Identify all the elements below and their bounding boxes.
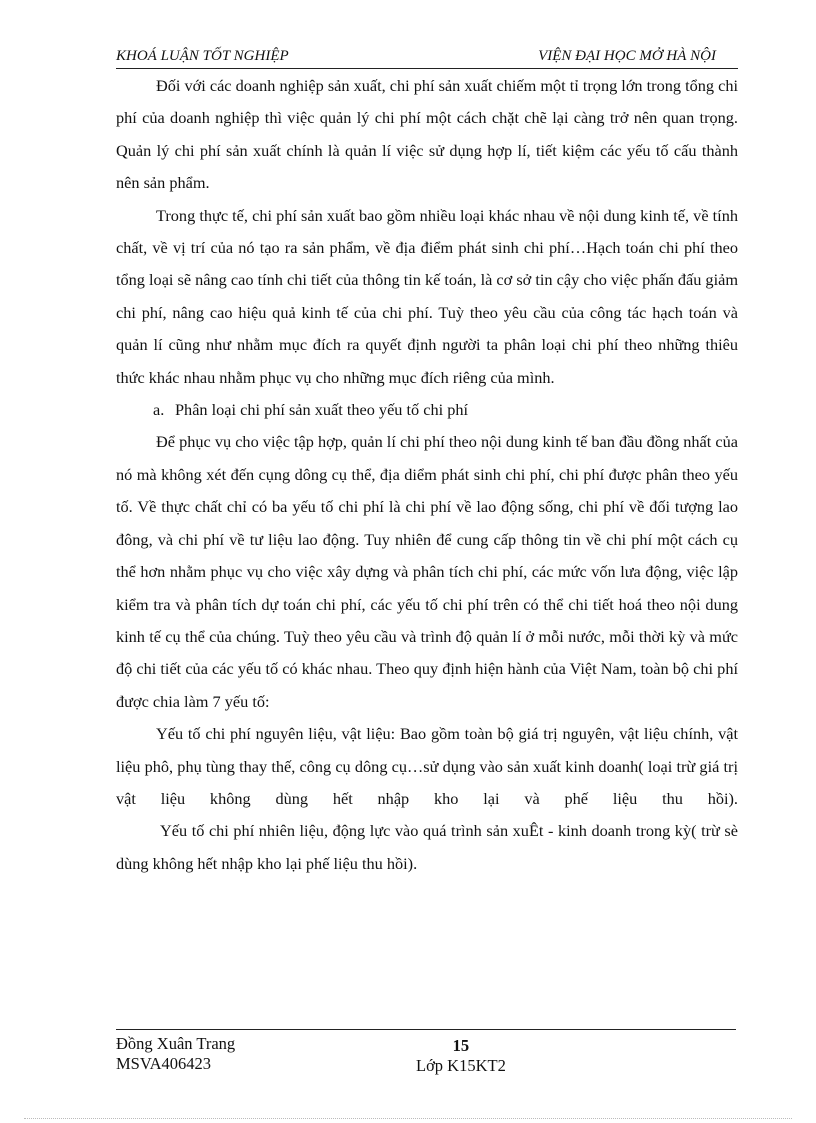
- footer-page-info: [416, 1034, 506, 1076]
- paragraph-fuel-costs: Yếu tố chi phí nhiên liệu, động lực vào quá trình sản xuÊt - kinh doanh trong kỳ( trừ sè dùng không hết nhập kho lại phế liệu thu hồi).: [116, 821, 738, 873]
- header-thesis-title: KHOÁ LUẬN TỐT NGHIỆP: [116, 48, 289, 64]
- header-institute: VIỆN ĐẠI HỌC MỞ HÀ NỘI: [538, 48, 716, 64]
- page-bottom-border: [24, 1118, 792, 1119]
- page-number: 15: [452, 1036, 470, 1055]
- footer-author: Đồng Xuân Trang: [116, 1034, 236, 1053]
- footer-student-info: [116, 1034, 235, 1074]
- footer-divider: [116, 1029, 736, 1030]
- paragraph-cost-management: Đối với các doanh nghiệp sản xuất, chi phí sản xuất chiếm một tỉ trọng lớn trong tổng chi phí của doanh nghiệp thì việc quản lý chi phí một cách chặt chẽ lại càng trở nên quan trọng. Quản lý chi phí sản xuất chính là quản lí việc sử dụng hợp lí, tiết kiệm các yếu tố cấu thành nên sản phẩm.: [116, 76, 738, 193]
- page-body: [116, 70, 738, 880]
- footer-class: Lớp K15KT2: [416, 1056, 506, 1075]
- section-heading: [116, 394, 738, 426]
- paragraph-cost-classification: Trong thực tế, chi phí sản xuất bao gồm nhiều loại khác nhau về nội dung kinh tế, về tính chất, về vị trí của nó tạo ra sản phẩm, về địa điểm phát sinh chi phí…Hạch toán chi phí theo tổng loại sẽ nâng cao tính chi tiết của thông tin kế toán, là cơ sở tin cậy cho việc phấn đấu giảm chi phí, nâng cao hiệu quả kinh tế của chi phí. Tuỳ theo yêu cầu của công tác hạch toán và quản lí cũng như nhằm mục đích ra quyết định người ta phân loại chi phí theo những thiêu thức khác nhau nhằm phục vụ cho những mục đích riêng của mình.: [116, 205, 738, 387]
- footer-student-id: MSVA406423: [116, 1054, 212, 1073]
- section-marker: a.: [153, 400, 165, 420]
- paragraph-cost-elements: Để phục vụ cho việc tập hợp, quản lí chi phí theo nội dung kinh tế ban đầu đồng nhất của nó mà không xét đến cụng dông cụ thể, địa diểm phát sinh chi phí, chi phí được phân theo yếu tố. Về thực chất chỉ có ba yếu tố chi phí là chi phí về lao động sống, chi phí về đối tượng lao đông, và chi phí về tư liệu lao động. Tuy nhiên để cung cấp thông tin về chi phí một cách cụ thể hơn nhằm phục vụ cho việc xây dựng và phân tích chi phí, các mức vốn lưa động, việc lập kiểm tra và phân tích dự toán chi phí, các yếu tố chi phí trên có thể chi tiết hoá theo nội dung kinh tế cụ thể của chúng. Tuỳ theo yêu cầu và trình độ quản lí ở mỗi nước, mỗi thời kỳ và mức độ chi tiết của các yếu tố có khác nhau. Theo quy định hiện hành của Việt Nam, toàn bộ chi phí được chia làm 7 yếu tố:: [116, 432, 738, 711]
- paragraph-material-costs: Yếu tố chi phí nguyên liệu, vật liệu: Bao gồm toàn bộ giá trị nguyên, vật liệu chính, vật liệu phô, phụ tùng thay thế, công cụ dông cụ…sử dụng vào sản xuất kinh doanh( loại trừ giá trị vật liệu không dùng hết nhập kho lại và phế liệu thu hồi).: [116, 724, 738, 808]
- section-heading-text: Phân loại chi phí sản xuất theo yếu tố chi phí: [175, 400, 469, 420]
- page-header: [116, 48, 738, 69]
